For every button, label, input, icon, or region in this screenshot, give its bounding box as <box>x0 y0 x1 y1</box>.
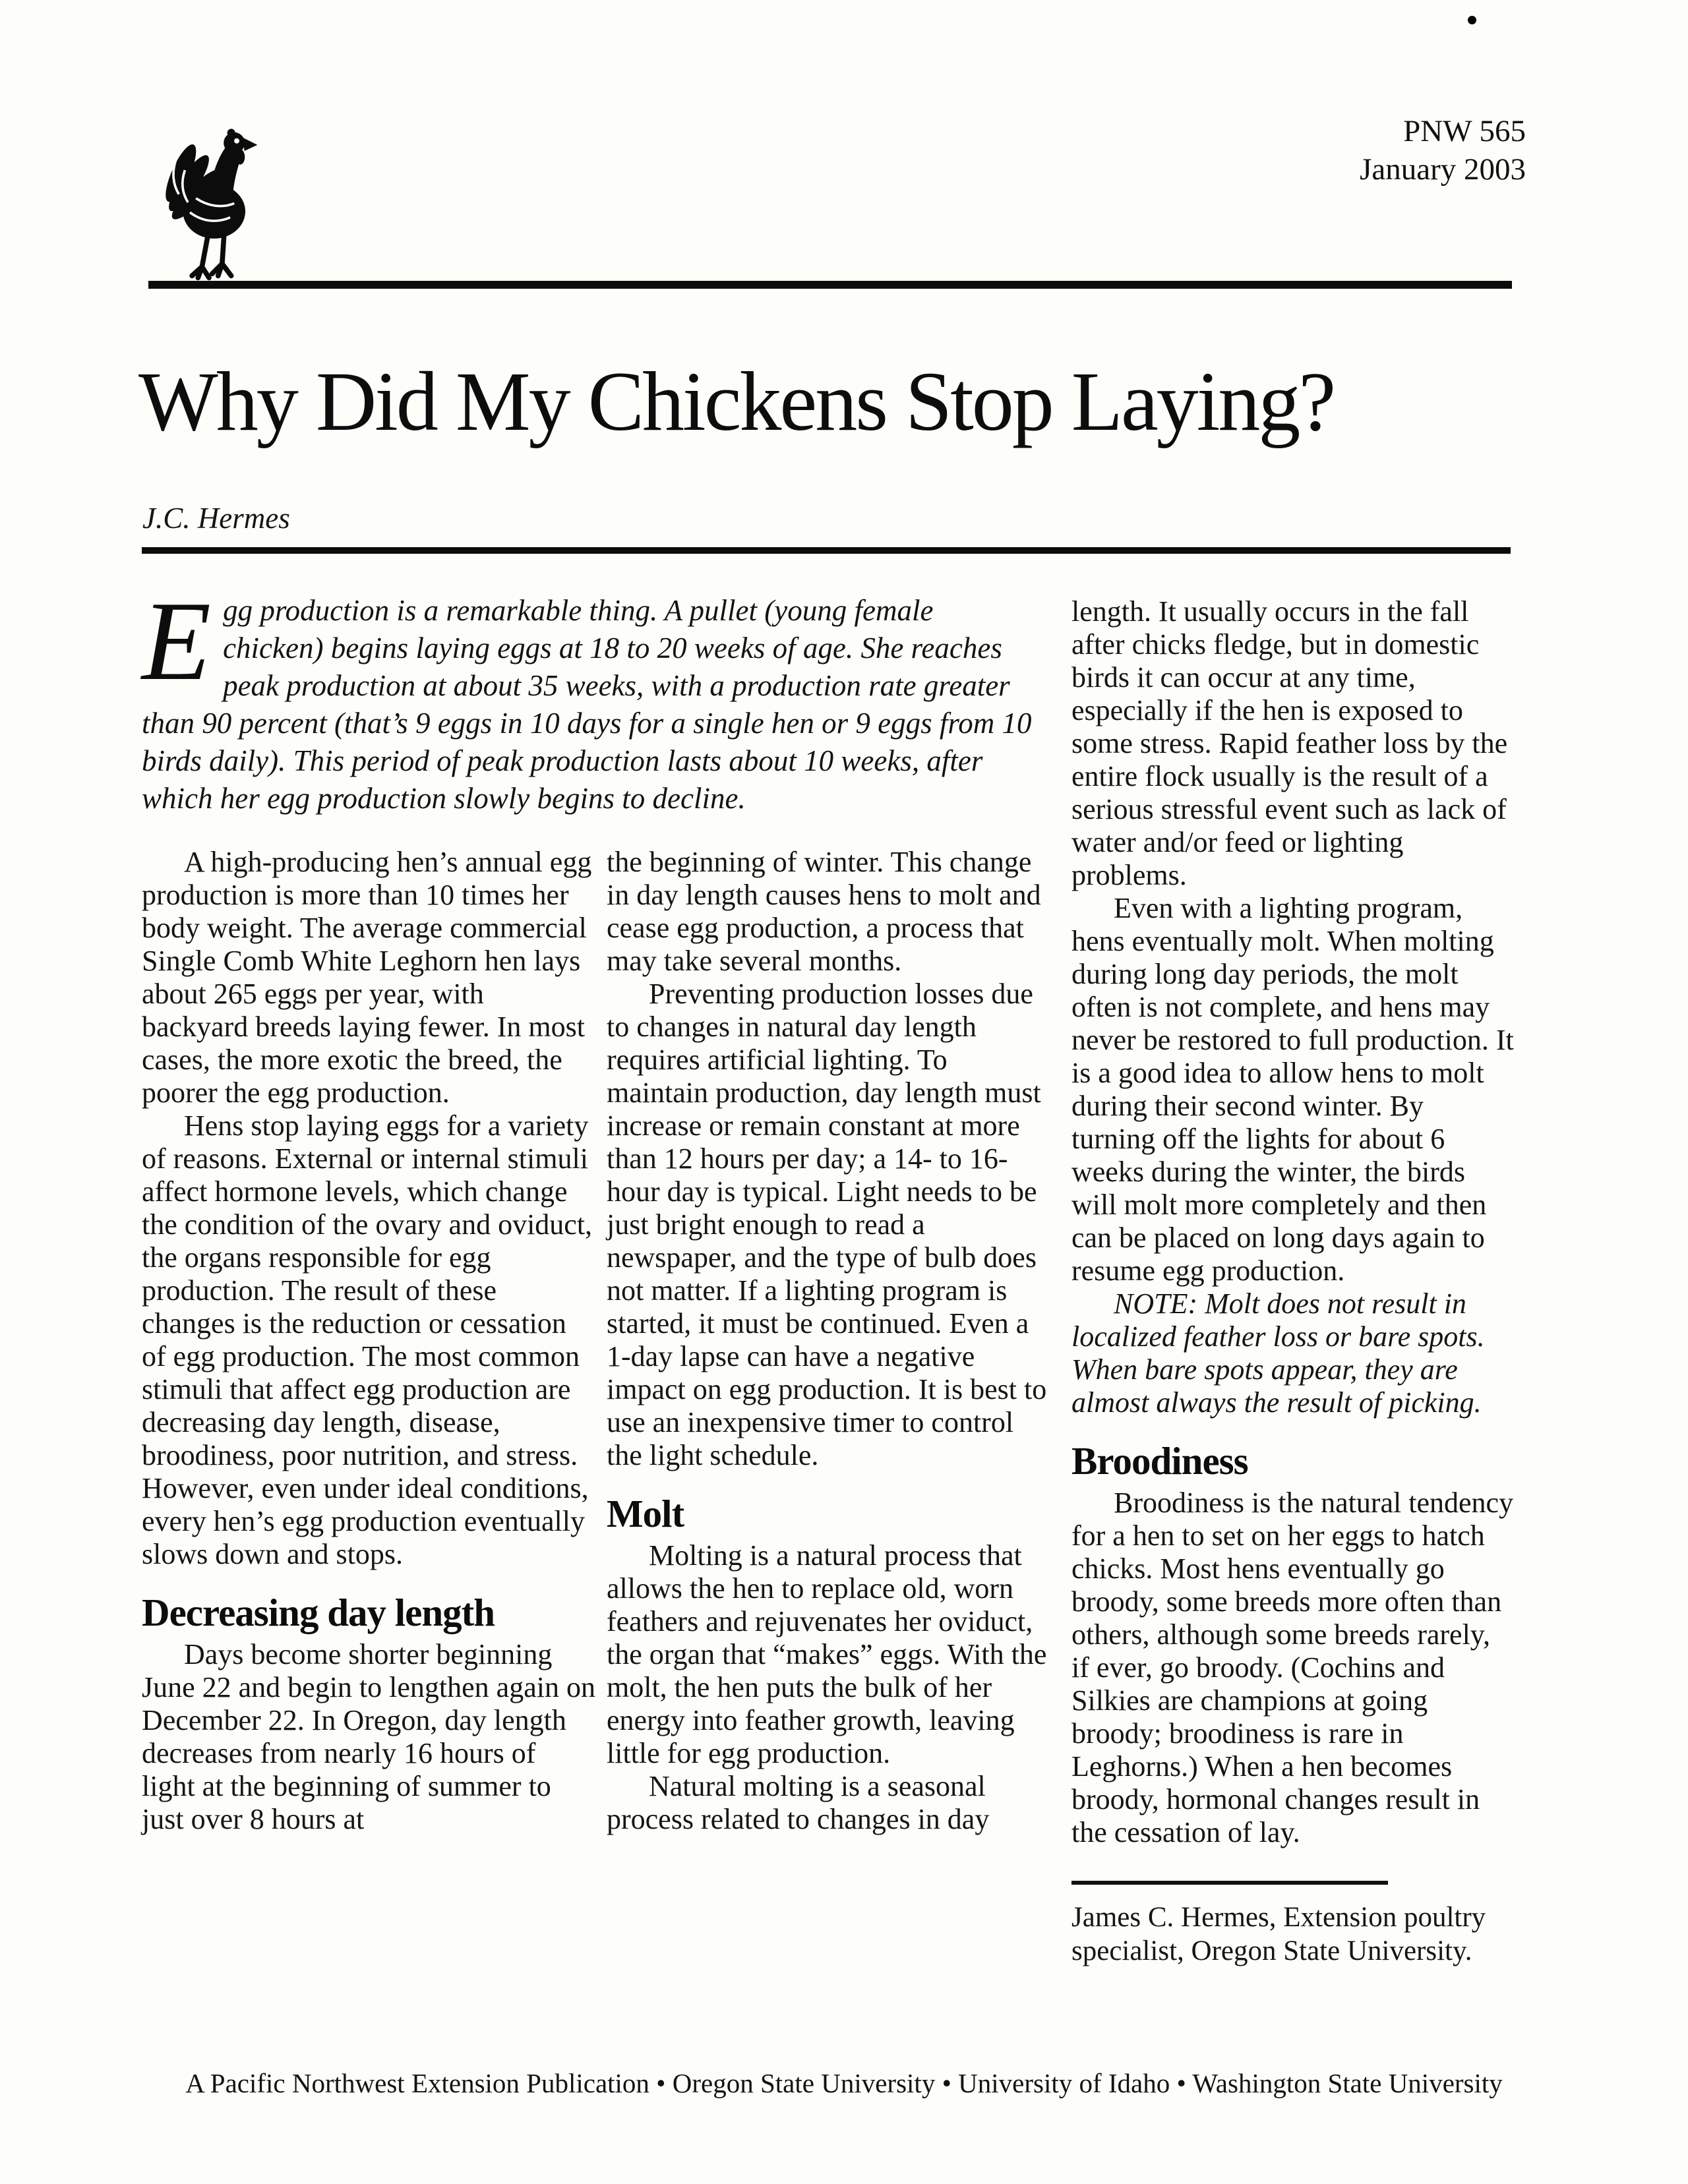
body-paragraph: Hens stop laying eggs for a variety of reasons. External or internal stimuli affect hormone levels, which change the condition of the ovary and oviduct, the organs responsible for egg production. The result of these changes is the reduction or cessation of egg production. The most common stimuli that affect egg production are decreasing day length, disease, broodiness, poor nutrition, and stress. However, even under ideal conditions, every hen’s egg production eventually slows down and stops. <box>142 1109 593 1570</box>
publication-number: PNW 565 <box>1403 114 1526 148</box>
publication-info <box>1360 112 1526 189</box>
attribution-rule <box>1071 1881 1388 1885</box>
section-heading-broodiness: Broodiness <box>1071 1439 1248 1483</box>
column-2 <box>607 846 1050 1836</box>
publication-date: January 2003 <box>1360 152 1526 187</box>
body-paragraph: Preventing production losses due to changes in natural day length requires artificial lighting. To maintain production, day length must increase or remain constant at more than 12 hours per day; a 14- to 16-hour day is typical. Light needs to be just bright enough to read a newspaper, and the type of bulb does not matter. If a lighting program is started, it must be continued. Even a 1-day lapse can have a negative impact on egg production. It is best to use an inexpensive timer to control the light schedule. <box>607 978 1047 1471</box>
column-1 <box>142 846 595 1836</box>
body-paragraph: A high-producing hen’s annual egg production is more than 10 times her body weight. The average commercial Single Comb White Leghorn hen lays about 265 eggs per year, with backyard breeds laying fewer. In most cases, the more exotic the breed, the poorer the egg production. <box>142 846 592 1109</box>
intro-text: gg production is a remarkable thing. A pullet (young female chicken) begins laying eggs at 18 to 20 weeks of age. She reaches peak production at about 35 weeks, with a production rate greater than 90 percent (that’s 9 eggs in 10 days for a single hen or 9 eggs from 10 birds daily). This period of peak production lasts about 10 weeks, after which her egg production slowly begins to decline. <box>142 594 1032 815</box>
footer-publication-line: A Pacific Northwest Extension Publication • Oregon State University • University of Idaho • Washington State University <box>185 2068 1503 2098</box>
page-title: Why Did My Chickens Stop Laying? <box>138 355 1335 448</box>
scan-dot-mark <box>1468 16 1476 24</box>
title-rule <box>142 547 1511 554</box>
column-3 <box>1071 595 1515 1968</box>
drop-cap: E <box>142 579 212 704</box>
body-paragraph: Molting is a natural process that allows the hen to replace old, worn feathers and rejuvenates her oviduct, the organ that “makes” eggs. With the molt, the hen puts the bulk of her energy into feather growth, leaving little for egg production. <box>607 1539 1047 1769</box>
body-paragraph: Even with a lighting program, hens eventually molt. When molting during long day periods, the molt often is not complete, and hens may never be restored to full production. It is a good idea to allow hens to molt during their second winter. By turning off the lights for about 6 weeks during the winter, the birds will molt more completely and then can be placed on long days again to resume egg production. <box>1071 892 1514 1287</box>
note-paragraph: NOTE: Molt does not result in localized feather loss or bare spots. When bare spots appear, they are almost always the result of picking. <box>1071 1287 1485 1419</box>
section-heading-molt: Molt <box>607 1492 684 1535</box>
section-heading-decreasing-day-length: Decreasing day length <box>142 1591 495 1634</box>
body-paragraph: the beginning of winter. This change in day length causes hens to molt and cease egg production, a process that may take several months. <box>607 846 1041 977</box>
body-paragraph: Broodiness is the natural tendency for a hen to set on her eggs to hatch chicks. Most hens eventually go broody, some breeds more often than others, although some breeds rarely, if ever, go broody. (Cochins and Silkies are champions at going broody; broodiness is rare in Leghorns.) When a hen becomes broody, hormonal changes result in the cessation of lay. <box>1071 1487 1514 1848</box>
author-byline: J.C. Hermes <box>142 502 290 535</box>
hen-silhouette-icon <box>152 125 262 287</box>
body-paragraph: length. It usually occurs in the fall after chicks fledge, but in domestic birds it can occur at any time, especially if the hen is exposed to some stress. Rapid feather loss by the entire flock usually is the result of a serious stressful event such as lack of water and/or feed or lighting problems. <box>1071 595 1508 891</box>
intro-paragraph <box>142 579 1039 817</box>
body-paragraph: Days become shorter beginning June 22 and begin to lengthen again on December 22. In Oregon, day length decreases from nearly 16 hours of light at the beginning of summer to just over 8 hours at <box>142 1638 595 1835</box>
body-paragraph: Natural molting is a seasonal process related to changes in day <box>607 1770 990 1835</box>
header-rule <box>148 281 1512 289</box>
author-attribution: James C. Hermes, Extension poultry specialist, Oregon State University. <box>1071 1902 1486 1966</box>
